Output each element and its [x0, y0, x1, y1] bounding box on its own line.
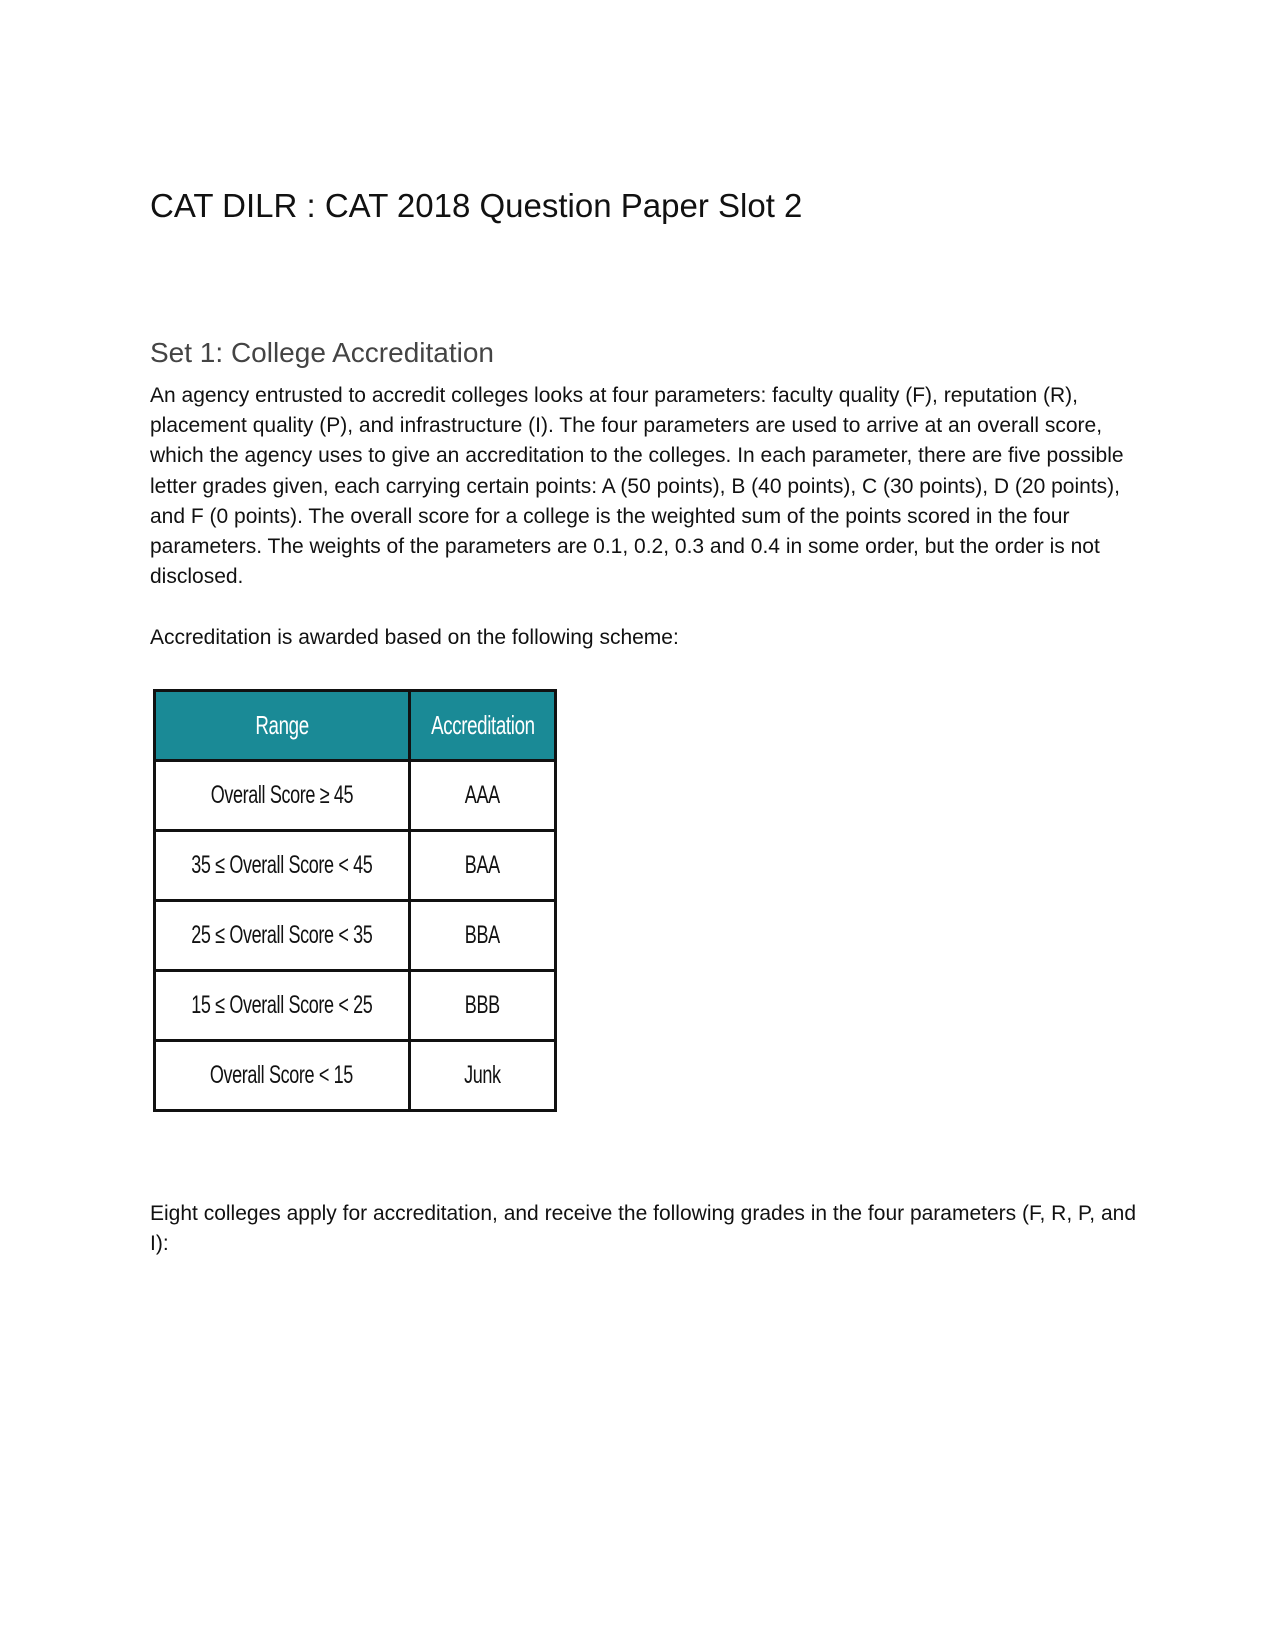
cell-range: Overall Score < 15	[155, 1041, 410, 1111]
table-row	[155, 761, 556, 831]
header-accreditation: Accreditation	[409, 691, 556, 761]
scheme-intro-paragraph: Accreditation is awarded based on the following scheme:	[150, 626, 679, 649]
section-title: Set 1: College Accreditation	[150, 337, 494, 368]
cell-range: 35 ≤ Overall Score < 45	[155, 831, 410, 901]
colleges-paragraph: Eight colleges apply for accreditation, and receive the following grades in the four parameters (F, R, P, and I):	[150, 1202, 1136, 1256]
header-range: Range	[155, 691, 410, 761]
cell-accreditation: BBB	[409, 971, 556, 1041]
table-row	[155, 901, 556, 971]
cell-range: 25 ≤ Overall Score < 35	[155, 901, 410, 971]
cell-range: 15 ≤ Overall Score < 25	[155, 971, 410, 1041]
page-title: CAT DILR : CAT 2018 Question Paper Slot 2	[150, 187, 803, 224]
intro-paragraph: An agency entrusted to accredit colleges looks at four parameters: faculty quality (F), reputation (R), placement quality (P), and infrastructure (I). The four parameters are used to arrive at an overall score, which the agency uses to give an accreditation to the colleges. In each parameter, there are five possible letter grades given, each carrying certain points: A (50 points), B (40 points), C (30 points), D (20 points), and F (0 points). The overall score for a college is the weighted sum of the points scored in the four parameters. The weights of the parameters are 0.1, 0.2, 0.3 and 0.4 in some order, but the order is not disclosed.	[150, 384, 1124, 589]
table-header-row	[155, 691, 556, 761]
cell-range: Overall Score ≥ 45	[155, 761, 410, 831]
table-row	[155, 831, 556, 901]
table-row	[155, 971, 556, 1041]
accreditation-scheme-table	[153, 689, 557, 1112]
cell-accreditation: AAA	[409, 761, 556, 831]
cell-accreditation: Junk	[409, 1041, 556, 1111]
table-row	[155, 1041, 556, 1111]
cell-accreditation: BAA	[409, 831, 556, 901]
cell-accreditation: BBA	[409, 901, 556, 971]
